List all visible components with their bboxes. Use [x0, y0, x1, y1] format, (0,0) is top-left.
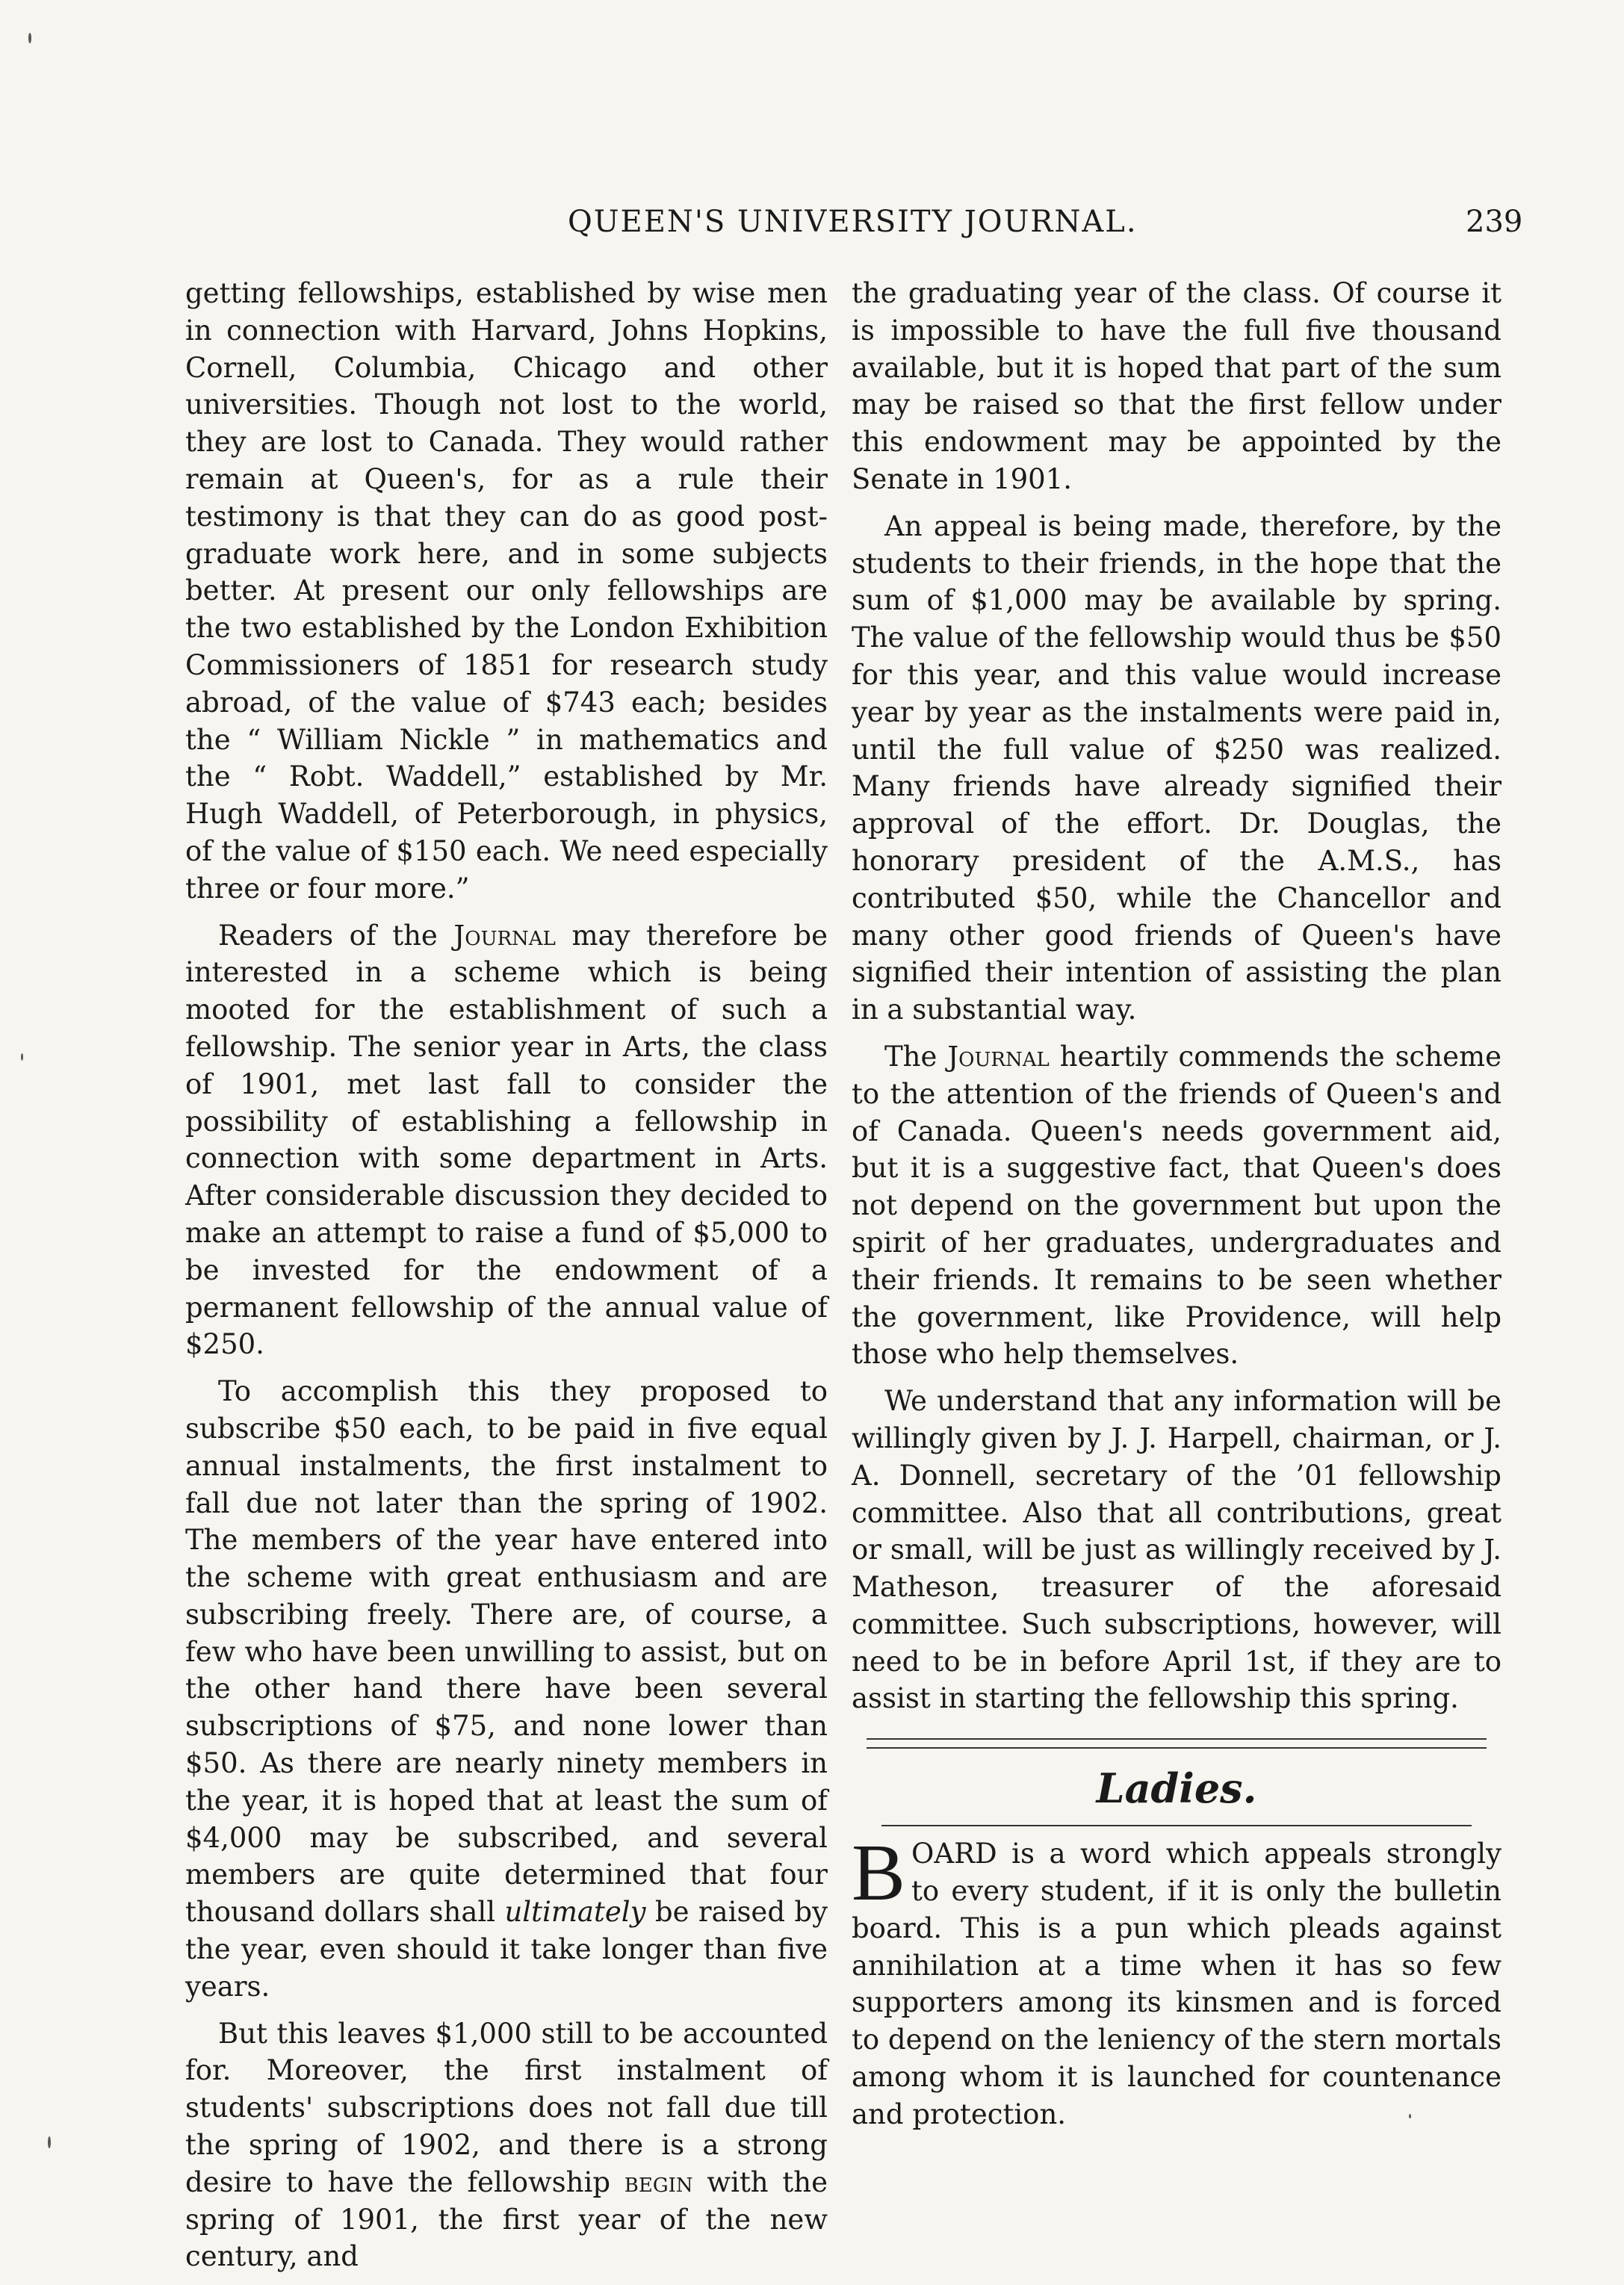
text-run: heartily commends the scheme to the attention of the friends of Queen's and of Canada. Queen's needs government aid, but it is a suggestive fact, that Queen's does not depend on the government but upon the spirit of her graduates, undergraduates and their friends. It remains to be seen whether the government, like Providence, will help those who help themselves.: [852, 1040, 1501, 1371]
scan-speck: [21, 1053, 23, 1061]
paragraph: getting fellowships, established by wise men in connection with Harvard, Johns Hopkins, Cornell, Columbia, Chicago and other universities. Though not lost to the world, they are lost to Canada. They would rather remain at Queen's, for as a rule their testimony is that they can do as good post-graduate work here, and in some subjects better. At present our only fellowships are the two established by the London Exhibition Commissioners of 1851 for research study abroad, of the value of $743 each; besides the “ William Nickle ” in mathematics and the “ Robt. Waddell,” established by Mr. Hugh Waddell, of Peterborough, in physics, of the value of $150 each. We need especially three or four more.”: [185, 277, 828, 905]
text-run: with the spring of 1901, the first year of the new century, and: [185, 2165, 828, 2273]
scan-speck: [48, 2136, 51, 2148]
section-divider: [881, 1825, 1472, 1826]
journal-name: Journal: [947, 1040, 1050, 1073]
paragraph: An appeal is being made, therefore, by the students to their friends, in the hope that the sum of $1,000 may be available by spring. The value of the fellowship would thus be $50 for this year, and this value would increase year by year as the instalments were paid in, until the full value of $250 was realized. Many friends have already signified their approval of the effort. Dr. Douglas, the honorary president of the A.M.S., has contributed $50, while the Chancellor and many other good friends of Queen's have signified their intention of assisting the plan in a substantial way.: [852, 509, 1501, 1026]
drop-cap: B: [852, 1829, 906, 1918]
left-column: [185, 275, 828, 2285]
emphasis-begin: begin: [624, 2165, 693, 2198]
text-run: The: [884, 1040, 948, 1073]
paragraph: [185, 1373, 828, 2006]
scan-speck: [28, 33, 31, 43]
journal-name: Journal: [453, 919, 556, 952]
text-run: OARD is a word which appeals strongly to every student, if it is only the bulletin board. This is a pun which pleads against annihilation at a time when it has so few supporters among its kinsmen and is forced to depend on the leniency of the stern mortals among whom it is launched for countenance and protection.: [852, 1838, 1501, 2130]
paragraph: [185, 917, 828, 1364]
paragraph: We understand that any information will be willingly given by J. J. Harpell, chairman, or J. A. Donnell, secretary of the ’01 fellowship committee. Also that all contributions, great or small, will be just as willingly received by J. Matheson, treasurer of the aforesaid committee. Such subscriptions, however, will need to be in before April 1st, if they are to assist in starting the fellowship this spring.: [852, 1385, 1501, 1715]
paragraph: [185, 2015, 828, 2276]
text-run: But this leaves $1,000 still to be accounted for. Moreover, the first instalment of students' subscriptions does not fall due till the spring of 1902, and there is a strong desire to have the fellowship: [185, 2017, 828, 2198]
section-divider-double: [867, 1738, 1487, 1749]
paragraph: [852, 1829, 1501, 2133]
page-number: 239: [1466, 205, 1523, 239]
text-run: may therefore be interested in a scheme which is being mooted for the establishment of such a fellowship. The senior year in Arts, the class of 1901, met last fall to consider the possibility of establishing a fellowship in connection with some department in Arts. After considerable discussion they decided to make an attempt to raise a fund of $5,000 to be invested for the endowment of a permanent fellowship of the annual value of $250.: [185, 919, 828, 1361]
right-column: [852, 275, 1501, 2143]
scan-speck: [1409, 2114, 1411, 2118]
section-heading: Ladies.: [1096, 1764, 1257, 1813]
text-run: Readers of the: [218, 919, 454, 952]
journal-title: QUEEN'S UNIVERSITY JOURNAL.: [568, 205, 1138, 239]
text-run: To accomplish this they proposed to subscribe $50 each, to be paid in five equal annual instalments, the first instalment to fall due not later than the spring of 1902. The members of the year have entered into the scheme with great enthusiasm and are subscribing freely. There are, of course, a few who have been unwilling to assist, but on the other hand there have been several subscriptions of $75, and none lower than $50. As there are nearly ninety members in the year, it is hoped that at least the sum of $4,000 may be subscribed, and several members are quite determined that four thousand dollars shall: [185, 1375, 828, 1929]
emphasis: ultimately: [504, 1896, 646, 1929]
text-run: be raised by the year, even should it take longer than five years.: [185, 1896, 828, 2003]
paragraph: the graduating year of the class. Of course it is impossible to have the full five thousand available, but it is hoped that part of the sum may be raised so that the first fellow under this endowment may be appointed by the Senate in 1901.: [852, 277, 1501, 495]
paragraph: [852, 1038, 1501, 1373]
